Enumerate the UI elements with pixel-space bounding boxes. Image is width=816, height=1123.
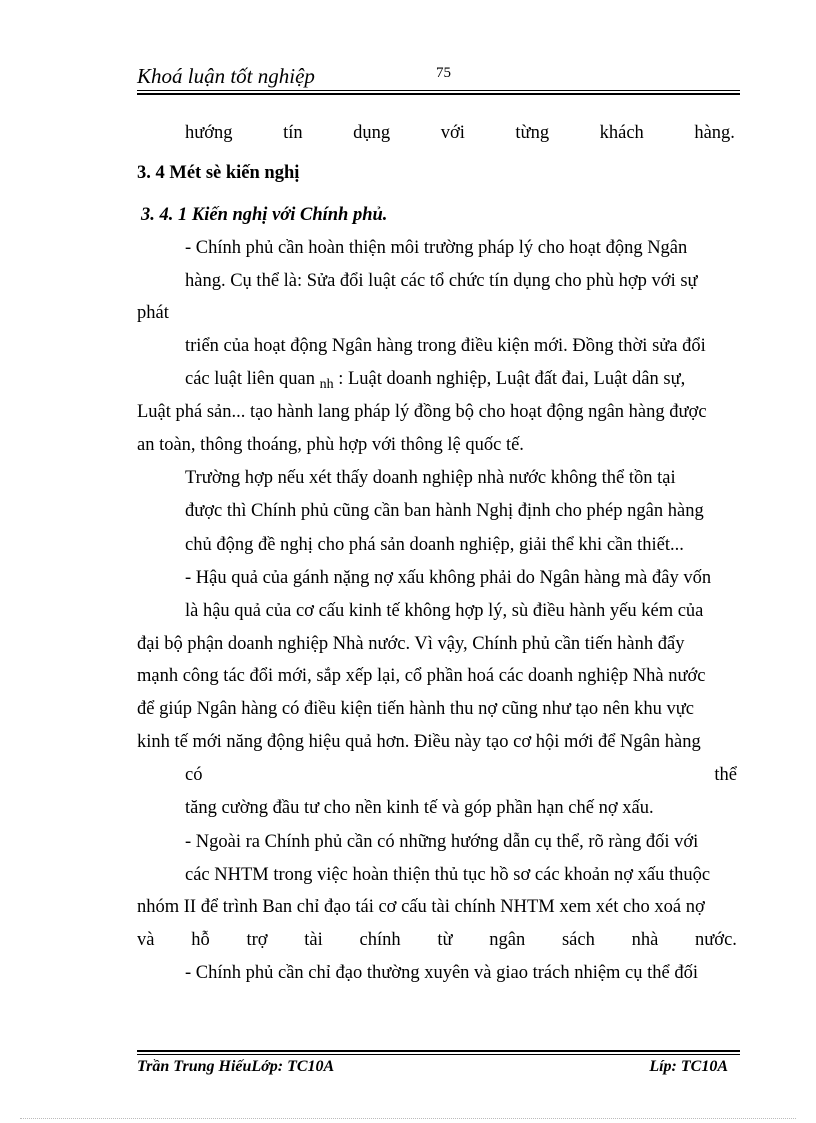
word: nước. (695, 930, 737, 950)
footer-rule-bottom (137, 1054, 740, 1055)
body-line: để giúp Ngân hàng có điều kiện tiến hành thu nợ cũng như tạo nên khu vực (137, 699, 694, 719)
body-line: - Ngoài ra Chính phủ cần có những hướng dẫn cụ thể, rõ ràng đối với (185, 832, 699, 852)
footer-author: Trần Trung HiếuLớp: TC10A (137, 1058, 335, 1075)
word: từng (515, 123, 550, 143)
subsection-heading: 3. 4. 1 Kiến nghị với Chính phủ. (141, 205, 388, 225)
body-line: an toàn, thông thoáng, phù hợp với thông lệ quốc tế. (137, 435, 524, 455)
word: chính (359, 930, 401, 950)
body-line-justified (185, 764, 737, 786)
body-line: - Hậu quả của gánh nặng nợ xấu không phải do Ngân hàng mà đây vốn (185, 568, 712, 588)
body-line: nhóm II để trình Ban chỉ đạo tái cơ cấu tài chính NHTM xem xét cho xoá nợ (137, 897, 705, 917)
body-line: mạnh công tác đổi mới, sắp xếp lại, cổ phần hoá các doanh nghiệp Nhà nước (137, 666, 706, 686)
word: thể (714, 765, 737, 785)
word: nhà (631, 930, 659, 950)
body-line-justified (185, 122, 735, 144)
body-line: Luật phá sản... tạo hành lang pháp lý đồng bộ cho hoạt động ngân hàng được (137, 402, 707, 422)
body-line: - Chính phủ cần hoàn thiện môi trường pháp lý cho hoạt động Ngân (185, 238, 688, 258)
footer-rule-top (137, 1050, 740, 1052)
body-line (185, 368, 685, 392)
word: sách (561, 930, 595, 950)
word: hướng (185, 123, 233, 143)
section-heading: 3. 4 Mét sè kiến nghị (137, 163, 300, 183)
body-line: đại bộ phận doanh nghiệp Nhà nước. Vì vậy, Chính phủ cần tiến hành đẩy (137, 634, 685, 654)
header-title: Khoá luận tốt nghiệp (137, 64, 315, 88)
header-rule-bottom (137, 93, 740, 95)
body-line: Trường hợp nếu xét thấy doanh nghiệp nhà nước không thể tồn tại (185, 468, 676, 488)
body-line: tăng cường đầu tư cho nền kinh tế và góp phần hạn chế nợ xấu. (185, 798, 654, 818)
word: hàng. (694, 123, 735, 143)
word: trợ (246, 930, 268, 950)
body-line: triển của hoạt động Ngân hàng trong điều kiện mới. Đồng thời sửa đổi (185, 336, 706, 356)
body-line: được thì Chính phủ cũng cần ban hành Nghị định cho phép ngân hàng (185, 501, 704, 521)
word: tín (283, 123, 303, 143)
body-line: chủ động đề nghị cho phá sản doanh nghiệp, giải thể khi cần thiết... (185, 535, 684, 555)
word: có (185, 765, 203, 785)
word: khách (599, 123, 644, 143)
body-line: - Chính phủ cần chỉ đạo thường xuyên và giao trách nhiệm cụ thể đối (185, 963, 699, 983)
body-line: phát (137, 303, 169, 323)
body-line: hàng. Cụ thể là: Sửa đổi luật các tổ chức tín dụng cho phù hợp với sự (185, 271, 698, 291)
text-run: : Luật doanh nghiệp, Luật đất đai, Luật dân sự, (338, 369, 686, 389)
body-line: là hậu quả của cơ cấu kinh tế không hợp lý, sù điều hành yếu kém của (185, 601, 704, 621)
text-run-lowered: nh (319, 377, 334, 392)
word: và (137, 930, 155, 950)
body-line: các NHTM trong việc hoàn thiện thủ tục hồ sơ các khoản nợ xấu thuộc (185, 865, 711, 885)
word: từ (437, 930, 453, 950)
body-line-justified (137, 929, 737, 951)
word: dụng (353, 123, 391, 143)
text-run: các luật liên quan (185, 369, 315, 389)
page-bottom-border (20, 1118, 796, 1119)
word: ngân (489, 930, 526, 950)
footer-class: Líp: TC10A (649, 1058, 728, 1075)
word: với (440, 123, 465, 143)
word: tài (304, 930, 323, 950)
header-rule-top (137, 90, 740, 91)
word: hỗ (191, 930, 210, 950)
body-line: kinh tế mới năng động hiệu quả hơn. Điều này tạo cơ hội mới để Ngân hàng (137, 732, 701, 752)
page-number: 75 (436, 65, 451, 81)
